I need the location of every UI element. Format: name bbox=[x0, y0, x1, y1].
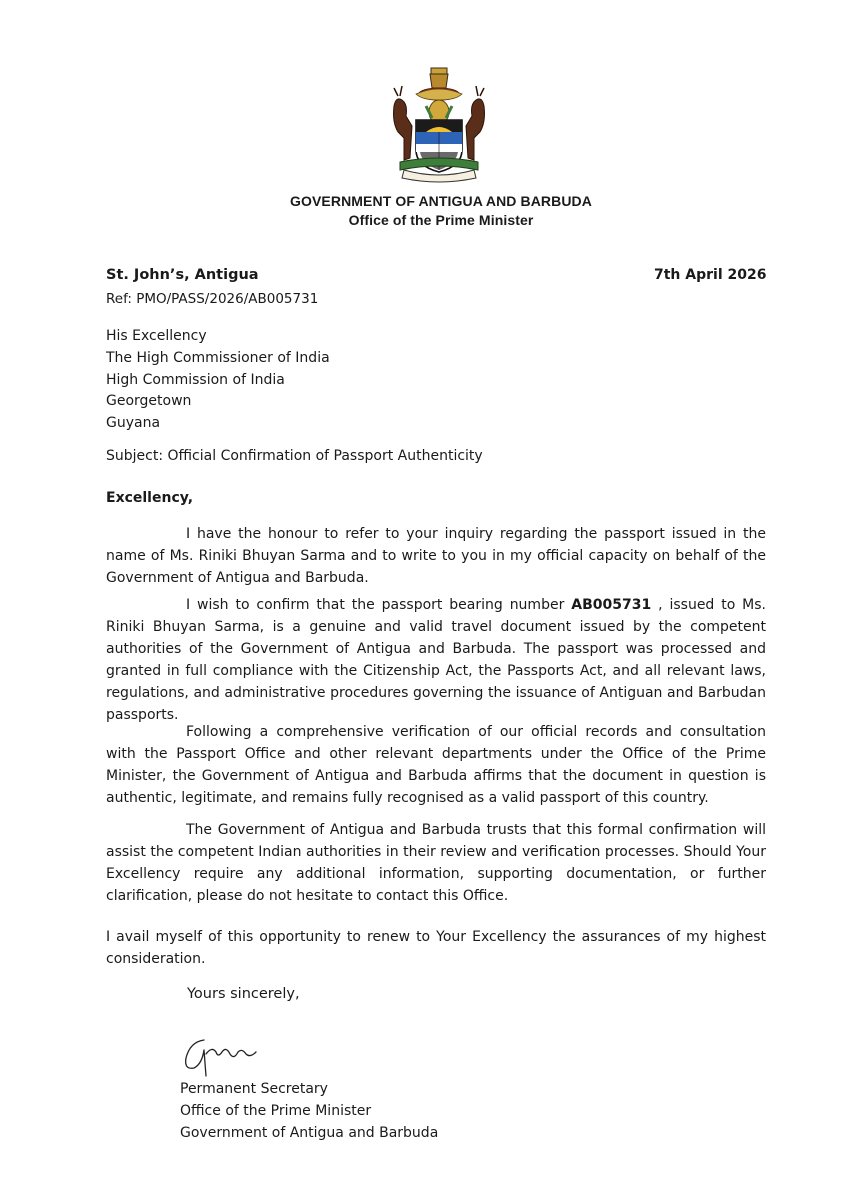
subject-line: Subject: Official Confirmation of Passport Authenticity bbox=[106, 448, 483, 464]
letterhead-office-title: Office of the Prime Minister bbox=[348, 212, 534, 228]
addressee-line: The High Commissioner of India bbox=[106, 349, 330, 366]
body-paragraph-5: I avail myself of this opportunity to renew to Your Excellency the assurances of my highest consideration. bbox=[106, 929, 766, 967]
letter-date: 7th April 2026 bbox=[654, 267, 767, 283]
body-paragraph-2 bbox=[106, 594, 766, 726]
salutation: Excellency, bbox=[106, 490, 194, 506]
addressee-line: High Commission of India bbox=[106, 371, 285, 388]
addressee-line: Guyana bbox=[106, 415, 161, 432]
body-paragraph-4: The Government of Antigua and Barbuda trusts that this formal confirmation will assist the competent Indian authorities in their review and verification processes. Should Your Excellency require any additional information, supporting documentation, or further clarification, please do not hesitate to contact this Office. bbox=[106, 822, 766, 904]
signatory-title: Permanent Secretary bbox=[180, 1081, 328, 1097]
signatory-office: Office of the Prime Minister bbox=[180, 1103, 372, 1119]
letterhead-government-title: GOVERNMENT OF ANTIGUA AND BARBUDA bbox=[290, 193, 592, 209]
closing-phrase: Yours sincerely, bbox=[187, 986, 300, 1002]
paragraph-2-intro: I wish to confirm that the passport bearing number bbox=[186, 597, 572, 613]
signatory-block bbox=[180, 1078, 438, 1144]
handwritten-signature bbox=[176, 1028, 266, 1078]
body-paragraph-3: Following a comprehensive verification of our official records and consultation with the Passport Office and other relevant departments under the Office of the Prime Minister, the Government of Antigua and Barbuda affirms that the document in question is authentic, legitimate, and remains fully recognised as a valid passport of this country. bbox=[106, 724, 766, 806]
signatory-government: Government of Antigua and Barbuda bbox=[180, 1125, 439, 1141]
addressee-block bbox=[106, 326, 330, 435]
reference-number: Ref: PMO/PASS/2026/AB005731 bbox=[106, 291, 319, 307]
paragraph-2-rest: , issued to Ms. Riniki Bhuyan Sarma, is a genuine and valid travel document issued by the competent authorities of the Government of Antigua and Barbuda. The passport was processed and granted in full compliance with the Citizenship Act, the Passports Act, and all relevant laws, regulations, and administrative procedures governing the issuance of Antiguan and Barbudan passports. bbox=[106, 597, 767, 723]
body-paragraph-1: I have the honour to refer to your inquiry regarding the passport issued in the name of Ms. Riniki Bhuyan Sarma and to write to you in my official capacity on behalf of the Government of Antigua and Barbuda. bbox=[106, 526, 766, 586]
addressee-line: His Excellency bbox=[106, 328, 207, 344]
passport-number: AB005731 bbox=[571, 597, 652, 613]
coat-of-arms-emblem bbox=[386, 66, 492, 184]
addressee-line: Georgetown bbox=[106, 393, 192, 410]
sender-location: St. John’s, Antigua bbox=[106, 267, 259, 283]
